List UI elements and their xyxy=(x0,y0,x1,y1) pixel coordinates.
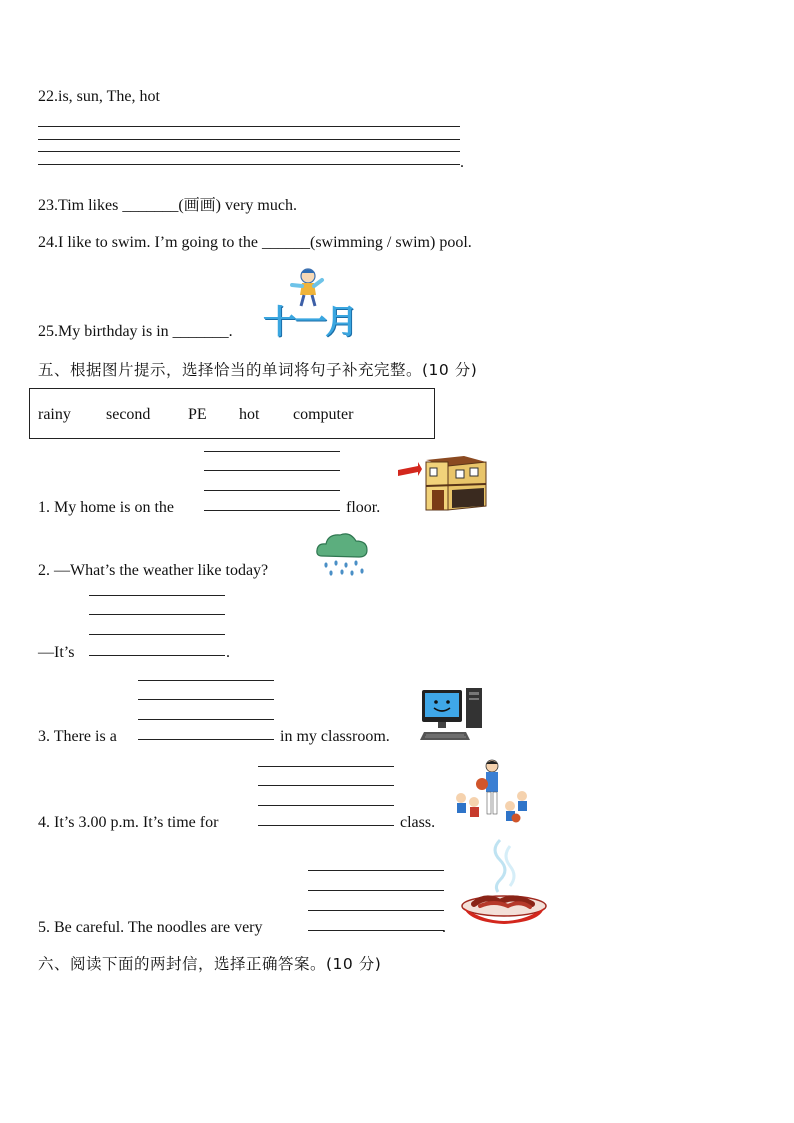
hot-noodles-bowl-icon xyxy=(460,836,550,932)
item-1-before: 1. My home is on the xyxy=(38,499,174,516)
item-4-before: 4. It’s 3.00 p.m. It’s time for xyxy=(38,814,219,831)
answer-line[interactable] xyxy=(38,126,460,127)
item-2-after: . xyxy=(226,644,230,661)
item-2-before: —It’s xyxy=(38,644,75,661)
item-5-after: . xyxy=(442,919,446,936)
answer-line[interactable] xyxy=(258,766,394,767)
word-bank xyxy=(29,388,435,439)
november-image-text: 十一月 xyxy=(263,302,356,341)
answer-line[interactable] xyxy=(258,805,394,806)
answer-line[interactable] xyxy=(138,680,274,681)
answer-line[interactable] xyxy=(138,699,274,700)
item-2-blank[interactable] xyxy=(89,655,225,656)
answer-line[interactable] xyxy=(308,870,444,871)
question-22-prompt: 22.is, sun, The, hot xyxy=(38,88,160,105)
item-3-blank[interactable] xyxy=(138,739,274,740)
question-24-before: 24.I like to swim. I’m going to the xyxy=(38,234,258,251)
item-3-before: 3. There is a xyxy=(38,728,117,745)
section-5-heading: 五、根据图片提示，选择恰当的单词将句子补充完整。(10 分) xyxy=(38,361,478,379)
question-24-after: (swimming / swim) pool. xyxy=(309,234,472,251)
question-24-blank[interactable]: ______ xyxy=(261,234,310,251)
word-bank-word: computer xyxy=(293,406,354,423)
answer-line[interactable] xyxy=(138,719,274,720)
rain-cloud-icon xyxy=(314,528,370,580)
question-24 xyxy=(38,234,472,252)
question-23 xyxy=(38,192,297,215)
item-3-after: in my classroom. xyxy=(280,728,390,745)
computer-icon xyxy=(420,686,484,742)
answer-line[interactable] xyxy=(89,634,225,635)
question-25-after: . xyxy=(228,323,233,340)
answer-line[interactable] xyxy=(38,139,460,140)
answer-line[interactable] xyxy=(89,614,225,615)
answer-line[interactable] xyxy=(204,490,340,491)
answer-line[interactable] xyxy=(38,151,460,152)
answer-line[interactable] xyxy=(258,785,394,786)
section-6-heading: 六、阅读下面的两封信，选择正确答案。(10 分) xyxy=(38,955,382,973)
answer-line[interactable] xyxy=(89,595,225,596)
item-2-question: 2. —What’s the weather like today? xyxy=(38,562,269,579)
item-4-blank[interactable] xyxy=(258,825,394,826)
question-25 xyxy=(38,323,233,341)
word-bank-word: hot xyxy=(239,406,260,423)
question-23-before: 23.Tim likes xyxy=(38,197,119,214)
item-5-before: 5. Be careful. The noodles are very xyxy=(38,919,263,936)
word-bank-word: second xyxy=(106,406,151,423)
answer-line[interactable] xyxy=(204,470,340,471)
answer-line[interactable] xyxy=(204,451,340,452)
item-1-blank[interactable] xyxy=(204,510,340,511)
answer-line[interactable] xyxy=(38,164,460,165)
answer-line[interactable] xyxy=(308,910,444,911)
item-4-after: class. xyxy=(400,814,436,831)
word-bank-word: PE xyxy=(188,406,207,423)
item-1-after: floor. xyxy=(346,499,381,516)
word-bank-word: rainy xyxy=(38,406,71,423)
period-mark: . xyxy=(460,154,464,171)
item-5-blank[interactable] xyxy=(308,930,444,931)
answer-line[interactable] xyxy=(308,890,444,891)
question-23-blank[interactable]: _______ xyxy=(122,197,179,214)
question-25-before: 25.My birthday is in xyxy=(38,323,169,340)
question-23-after: (画画) very much. xyxy=(178,197,297,214)
question-25-blank[interactable]: _______ xyxy=(172,323,229,340)
kids-basketball-icon xyxy=(452,758,530,828)
two-story-house-icon xyxy=(396,454,488,514)
